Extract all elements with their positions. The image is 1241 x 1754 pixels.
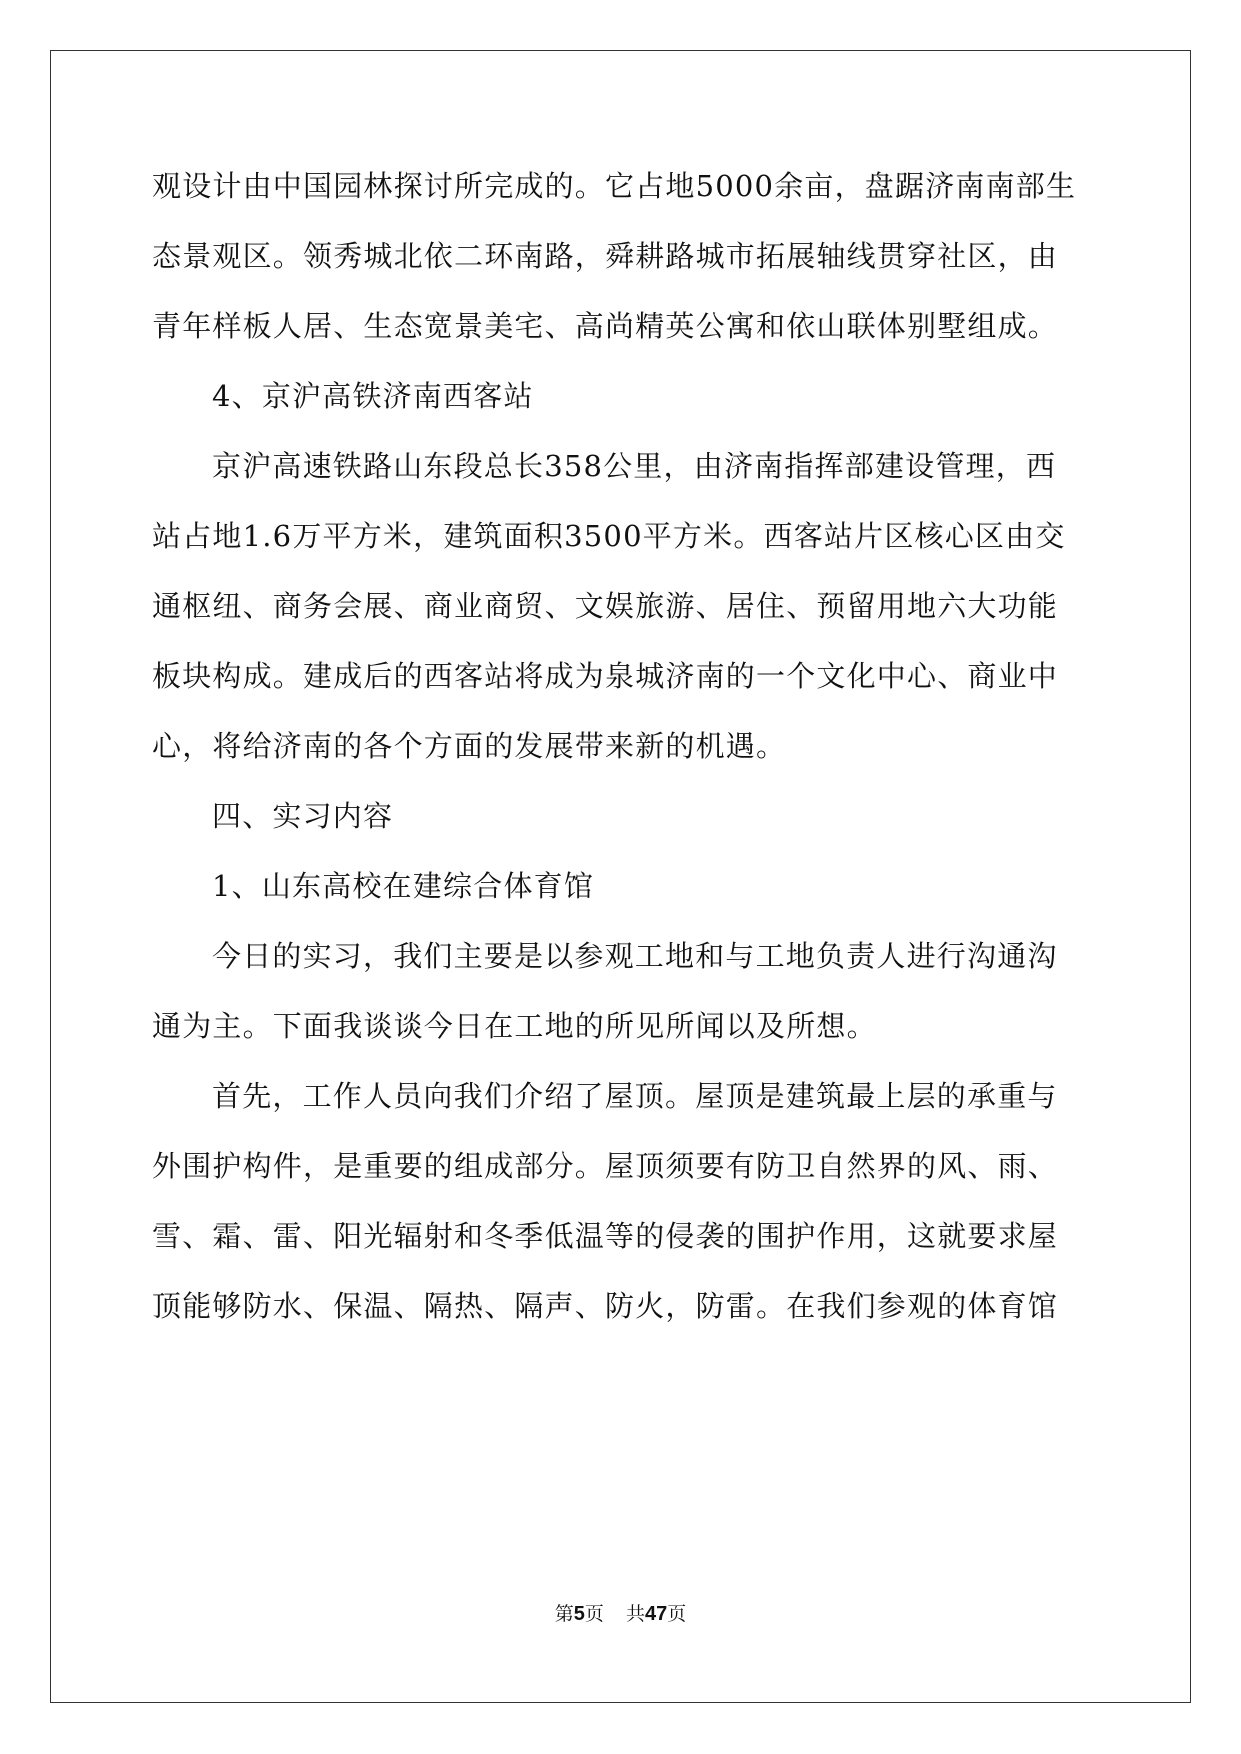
- total-suffix: 页: [667, 1603, 687, 1625]
- section-heading: 4、京沪高铁济南西客站: [212, 379, 534, 413]
- text-line: 青年样板人居、生态宽景美宅、高尚精英公寓和依山联体别墅组成。: [152, 309, 1059, 343]
- page-prefix: 第: [554, 1603, 574, 1625]
- text-line: 心，将给济南的各个方面的发展带来新的机遇。: [152, 729, 787, 763]
- page-footer: [0, 1602, 1241, 1626]
- text-line: 首先，工作人员向我们介绍了屋顶。屋顶是建筑最上层的承重与: [212, 1079, 1058, 1113]
- section-heading: 四、实习内容: [212, 799, 394, 833]
- text-line: 今日的实习，我们主要是以参观工地和与工地负责人进行沟通沟: [212, 939, 1058, 973]
- page-suffix: 页: [584, 1603, 604, 1625]
- section-heading: 1、山东高校在建综合体育馆: [212, 869, 595, 903]
- text-line: 通为主。下面我谈谈今日在工地的所见所闻以及所想。: [152, 1009, 877, 1043]
- text-line: 观设计由中国园林探讨所完成的。它占地5000余亩，盘踞济南南部生: [152, 169, 1077, 203]
- text-line: 板块构成。建成后的西客站将成为泉城济南的一个文化中心、商业中: [152, 659, 1059, 693]
- text-line: 态景观区。领秀城北依二环南路，舜耕路城市拓展轴线贯穿社区，由: [152, 239, 1059, 273]
- text-line: 通枢纽、商务会展、商业商贸、文娱旅游、居住、预留用地六大功能: [152, 589, 1059, 623]
- page-total: 47: [644, 1603, 668, 1625]
- text-line: 外围护构件，是重要的组成部分。屋顶须要有防卫自然界的风、雨、: [152, 1149, 1059, 1183]
- total-prefix: 共: [625, 1603, 645, 1625]
- text-line: 京沪高速铁路山东段总长358公里，由济南指挥部建设管理，西: [212, 449, 1057, 483]
- page-current: 5: [573, 1603, 585, 1625]
- text-line: 顶能够防水、保温、隔热、隔声、防火，防雷。在我们参观的体育馆: [152, 1289, 1059, 1323]
- text-line: 站占地1.6万平方米，建筑面积3500平方米。西客站片区核心区由交: [152, 519, 1066, 553]
- text-line: 雪、霜、雷、阳光辐射和冬季低温等的侵袭的围护作用，这就要求屋: [152, 1219, 1059, 1253]
